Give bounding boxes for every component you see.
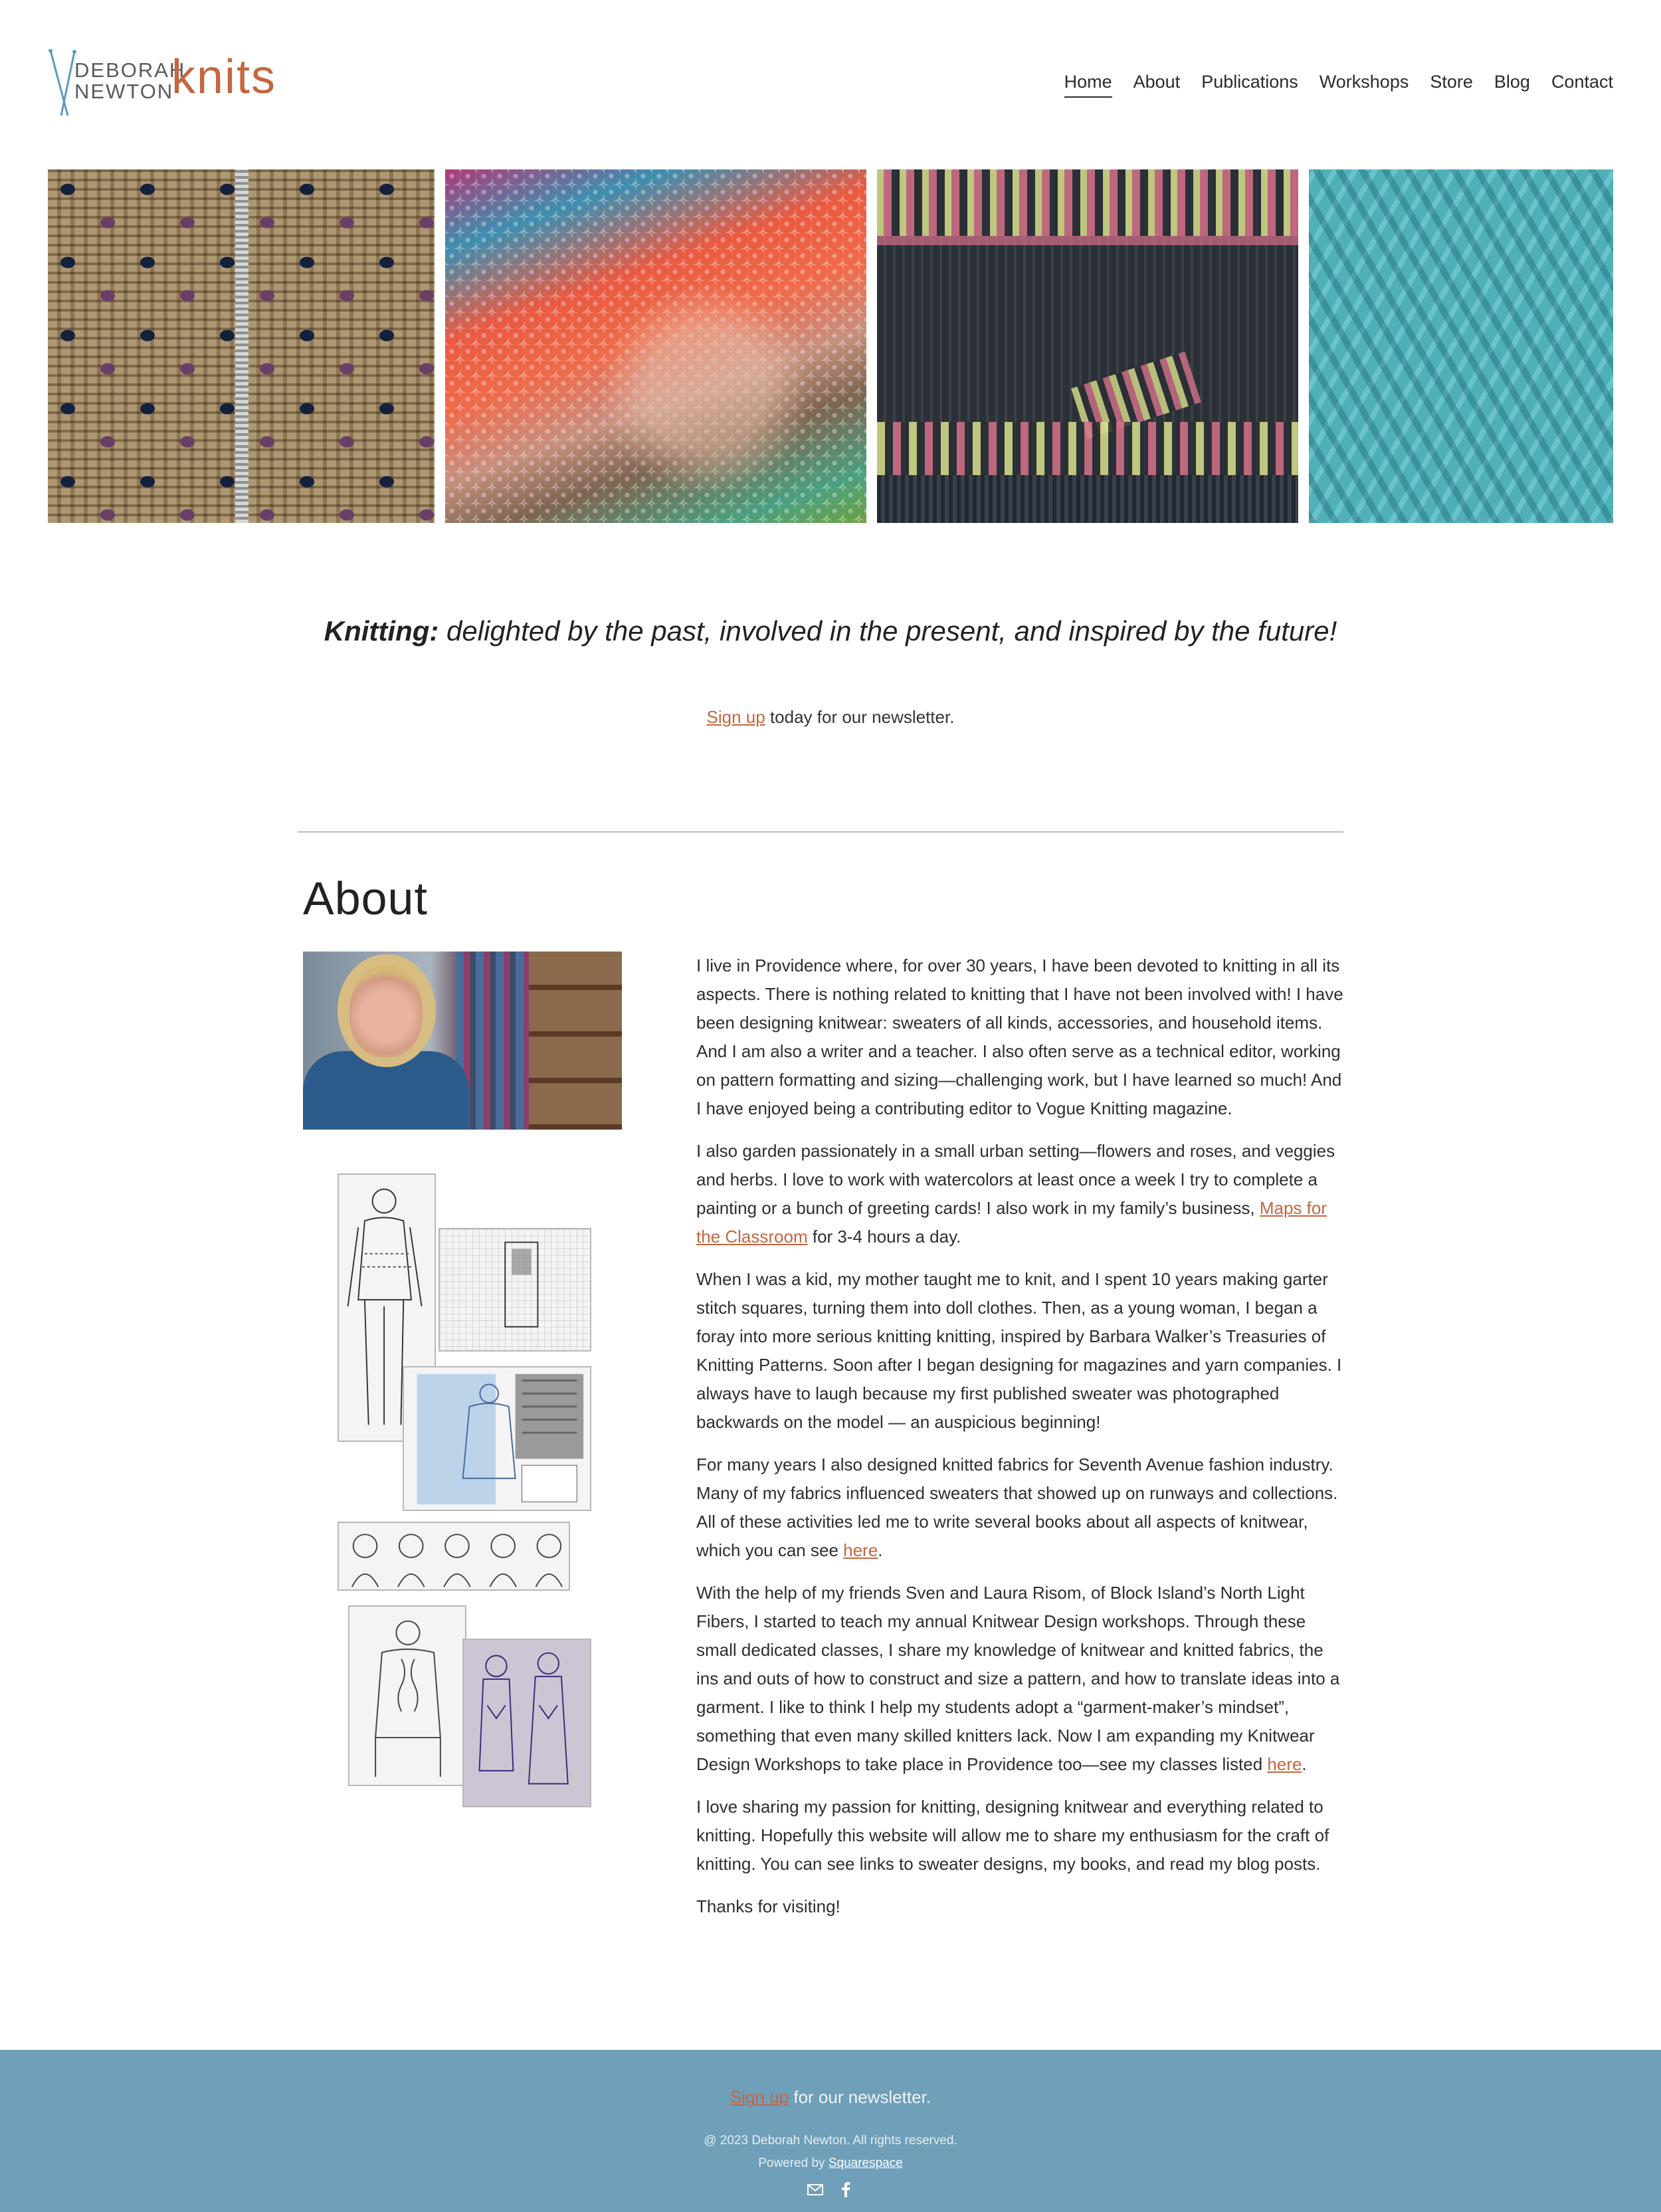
sweater-yoke-pattern	[877, 169, 1298, 236]
nav-store[interactable]: Store	[1430, 72, 1473, 92]
facebook-icon[interactable]	[836, 2180, 855, 2199]
footer-social-icons	[0, 2180, 1661, 2199]
sketch-chart-grid	[439, 1228, 591, 1352]
about-paragraph-6: I love sharing my passion for knitting, designing knitwear and everything related to knitting. Hopefully this website will allow me to share my enthusiasm for the craft of knitting. You can see links to sweater designs, my books, and read my blog posts.	[696, 1797, 1329, 1874]
logo-line-deborah: DEBORAH	[74, 58, 186, 82]
about-heading: About	[303, 872, 428, 924]
gallery-image-zip-cardigan	[48, 169, 435, 523]
sketch-blue-figure	[403, 1366, 591, 1511]
gallery-image-colorful-lace	[445, 169, 866, 523]
needles-icon	[48, 49, 77, 117]
email-icon[interactable]	[806, 2180, 825, 2199]
classes-here-link[interactable]: here	[1267, 1754, 1302, 1774]
sketch-collage	[332, 1169, 598, 1807]
footer-copyright: @ 2023 Deborah Newton. All rights reserved.	[704, 2134, 957, 2148]
zipper-detail	[235, 169, 248, 523]
nav-publications[interactable]: Publications	[1201, 72, 1298, 92]
portrait-photo	[303, 952, 622, 1130]
about-body	[696, 952, 1347, 1935]
footer-signup-rest: for our newsletter.	[789, 2087, 931, 2107]
about-paragraph-1: I live in Providence where, for over 30 years, I have been devoted to knitting in all its aspects. There is nothing related to knitting that I have not been involved with! I have been designing knitwear: sweaters of all kinds, accessories, and household items. And I am also a writer and a teacher. I also often serve as a technical editor, working on pattern formatting and sizing—challenging work, but I have learned so much! And I have enjoyed being a contributing editor to Vogue Knitting magazine.	[696, 955, 1343, 1118]
squarespace-link[interactable]: Squarespace	[828, 2156, 903, 2170]
site-header	[0, 0, 1661, 133]
about-paragraph-4	[696, 1451, 1347, 1565]
about-p5-start: With the help of my friends Sven and Laura Risom, of Block Island’s North Light Fibers, I started to teach my annual Knitwear Design workshops. Through these small dedicated classes, I share my knowledge of knitwear and knitted fabrics, the ins and outs of how to construct and size a pattern, and how to translate ideas into a garment. I like to think I help my students adopt a “garment-maker’s mindset”, something that even many skilled knitters lack. Now I am expanding my Knitwear Design Workshops to take place in Providence too—see my classes listed	[696, 1583, 1340, 1774]
nav-blog[interactable]: Blog	[1494, 72, 1530, 92]
sweater-ribbing	[877, 475, 1298, 523]
books-here-link[interactable]: here	[843, 1540, 878, 1560]
footer-powered-by	[0, 2156, 1661, 2171]
tagline-bold: Knitting:	[324, 615, 439, 647]
about-p5-end: .	[1302, 1754, 1307, 1774]
footer-signup-link[interactable]: Sign up	[730, 2087, 789, 2107]
about-paragraph-7: Thanks for visiting!	[696, 1896, 840, 1916]
gallery-image-teal-cables	[1309, 169, 1613, 523]
hero-tagline	[0, 615, 1661, 647]
main-nav	[1064, 72, 1613, 98]
sketch-faces-row	[338, 1522, 570, 1591]
footer-newsletter	[0, 2087, 1661, 2108]
hero-signup-link[interactable]: Sign up	[706, 707, 765, 727]
sweater-hem-pattern	[877, 422, 1298, 475]
hero-gallery	[48, 169, 1613, 523]
tagline-rest: delighted by the past, involved in the present, and inspired by the future!	[439, 615, 1337, 647]
logo-brand-knits: knits	[171, 50, 277, 104]
sweater-yoke-band	[877, 236, 1298, 245]
about-paragraph-5	[696, 1579, 1347, 1779]
hero-newsletter	[0, 707, 1661, 728]
portrait-face	[349, 965, 423, 1058]
site-footer	[0, 2050, 1661, 2212]
about-paragraph-2	[696, 1137, 1347, 1251]
nav-contact[interactable]: Contact	[1551, 72, 1613, 92]
section-divider	[298, 831, 1343, 833]
logo-line-newton: NEWTON	[74, 80, 174, 103]
maps-for-classroom-link[interactable]: Maps for the Classroom	[696, 1198, 1327, 1247]
about-p2-end: for 3-4 hours a day.	[807, 1227, 961, 1247]
about-paragraph-3: When I was a kid, my mother taught me to knit, and I spent 10 years making garter stitch squares, turning them into doll clothes. Then, as a young woman, I began a foray into more serious knitting knitting, inspired by Barbara Walker’s Treasuries of Knitting Patterns. Soon after I began designing for magazines and yarn companies. I always have to laugh because my first published sweater was photographed backwards on the model — an auspicious beginning!	[696, 1269, 1342, 1432]
gallery-image-fair-isle-sweater	[877, 169, 1298, 523]
site-logo[interactable]	[48, 49, 277, 122]
sketch-purple-figures	[462, 1639, 591, 1807]
hero-signup-rest: today for our newsletter.	[765, 707, 955, 727]
about-p4-end: .	[878, 1540, 883, 1560]
nav-home[interactable]: Home	[1064, 72, 1112, 98]
nav-workshops[interactable]: Workshops	[1319, 72, 1409, 92]
nav-about[interactable]: About	[1133, 72, 1181, 92]
portrait-shelf	[529, 952, 622, 1130]
sketch-cable-sweater	[348, 1605, 466, 1786]
powered-prefix: Powered by	[758, 2156, 829, 2170]
about-p2-start: I also garden passionately in a small urban setting—flowers and roses, and veggies and herbs. I love to work with watercolors at least once a week I try to complete a painting or a bunch of greeting cards! I also work in my family’s business,	[696, 1141, 1335, 1218]
about-p4-start: For many years I also designed knitted fabrics for Seventh Avenue fashion industry. Many of my fabrics influenced sweaters that showed up on runways and collections. All of these activities led me to write several books about all aspects of knitwear, which you can see	[696, 1455, 1338, 1560]
